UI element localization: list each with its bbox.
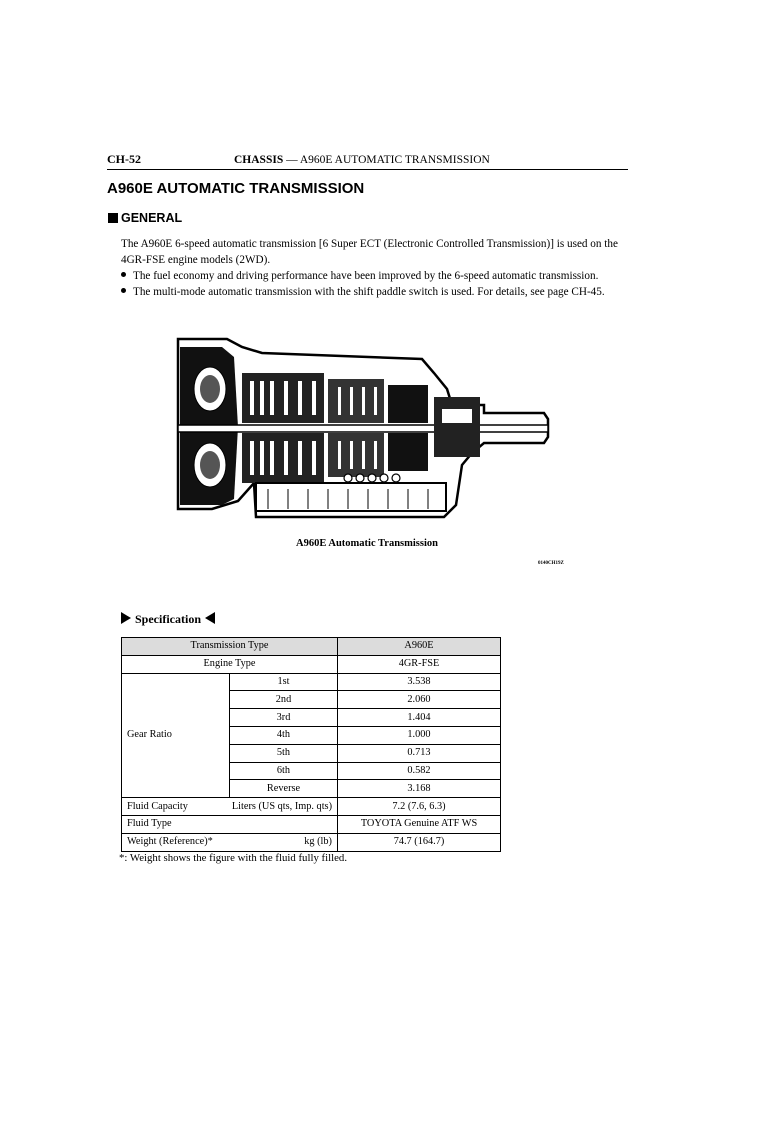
table-cell: 1.000 bbox=[338, 726, 501, 744]
table-cell: 3rd bbox=[230, 709, 338, 727]
topic-name: A960E AUTOMATIC TRANSMISSION bbox=[299, 154, 490, 166]
bullet-text: The fuel economy and driving performance have been improved by the 6-speed automatic transmission. bbox=[133, 270, 599, 282]
section-heading-text: GENERAL bbox=[121, 211, 183, 225]
figure-code: 0140CH19Z bbox=[538, 561, 564, 566]
header-dash: — bbox=[283, 154, 300, 166]
table-cell: 4th bbox=[230, 726, 338, 744]
bullet-item bbox=[120, 268, 640, 284]
figure-caption: A960E Automatic Transmission bbox=[296, 538, 438, 549]
table-cell: 4GR-FSE bbox=[338, 655, 501, 673]
bullet-item bbox=[120, 284, 640, 300]
bullet-text: The multi-mode automatic transmission with the shift paddle switch is used. For details, see page CH-45. bbox=[133, 286, 605, 298]
table-cell: 3.538 bbox=[338, 673, 501, 691]
bullet-list bbox=[120, 268, 640, 300]
specification-heading-text: Specification bbox=[135, 612, 201, 626]
specification-heading bbox=[121, 612, 215, 627]
section-name: CHASSIS bbox=[234, 154, 284, 166]
table-cell bbox=[122, 833, 338, 851]
table-cell: Reverse bbox=[230, 780, 338, 798]
fluid-capacity-label: Fluid Capacity bbox=[127, 800, 188, 812]
table-cell: Engine Type bbox=[122, 655, 338, 673]
table-row bbox=[122, 673, 501, 691]
table-cell: Fluid Type bbox=[122, 815, 338, 833]
table-row bbox=[122, 815, 501, 833]
page-title: A960E AUTOMATIC TRANSMISSION bbox=[107, 180, 365, 197]
weight-label: Weight (Reference)* bbox=[127, 836, 213, 848]
table-cell: 2.060 bbox=[338, 691, 501, 709]
table-cell: A960E bbox=[338, 638, 501, 656]
table-footnote: *: Weight shows the figure with the fluid fully filled. bbox=[119, 852, 348, 864]
table-cell: 7.2 (7.6, 6.3) bbox=[338, 798, 501, 816]
running-header bbox=[107, 152, 628, 170]
bullet-dot-icon bbox=[121, 288, 126, 293]
weight-unit: kg (lb) bbox=[304, 836, 332, 848]
table-cell: 1.404 bbox=[338, 709, 501, 727]
table-cell: 6th bbox=[230, 762, 338, 780]
table-cell: Transmission Type bbox=[122, 638, 338, 656]
page-number: CH-52 bbox=[107, 152, 141, 166]
section-heading bbox=[108, 211, 182, 225]
gear-ratio-label: Gear Ratio bbox=[122, 673, 230, 798]
bullet-dot-icon bbox=[121, 272, 126, 277]
table-cell: 2nd bbox=[230, 691, 338, 709]
table-cell: 74.7 (164.7) bbox=[338, 833, 501, 851]
fluid-capacity-unit: Liters (US qts, Imp. qts) bbox=[231, 800, 332, 812]
table-cell: 0.713 bbox=[338, 744, 501, 762]
table-cell: TOYOTA Genuine ATF WS bbox=[338, 815, 501, 833]
intro-paragraph: The A960E 6-speed automatic transmission [6 Super ECT (Electronic Controlled Transmission)] is used on the 4GR-FSE engine models (2WD). bbox=[121, 238, 618, 266]
table-row bbox=[122, 655, 501, 673]
table-cell: 0.582 bbox=[338, 762, 501, 780]
table-cell: 1st bbox=[230, 673, 338, 691]
table-row bbox=[122, 833, 501, 851]
running-title bbox=[234, 154, 490, 166]
table-row bbox=[122, 798, 501, 816]
triangle-left-icon bbox=[205, 612, 215, 624]
specification-table bbox=[121, 637, 501, 852]
square-bullet-icon bbox=[108, 213, 118, 223]
table-cell: 3.168 bbox=[338, 780, 501, 798]
transmission-cutaway-illustration bbox=[172, 333, 564, 523]
triangle-right-icon bbox=[121, 612, 131, 624]
table-cell: 5th bbox=[230, 744, 338, 762]
table-cell bbox=[122, 798, 338, 816]
table-row bbox=[122, 638, 501, 656]
